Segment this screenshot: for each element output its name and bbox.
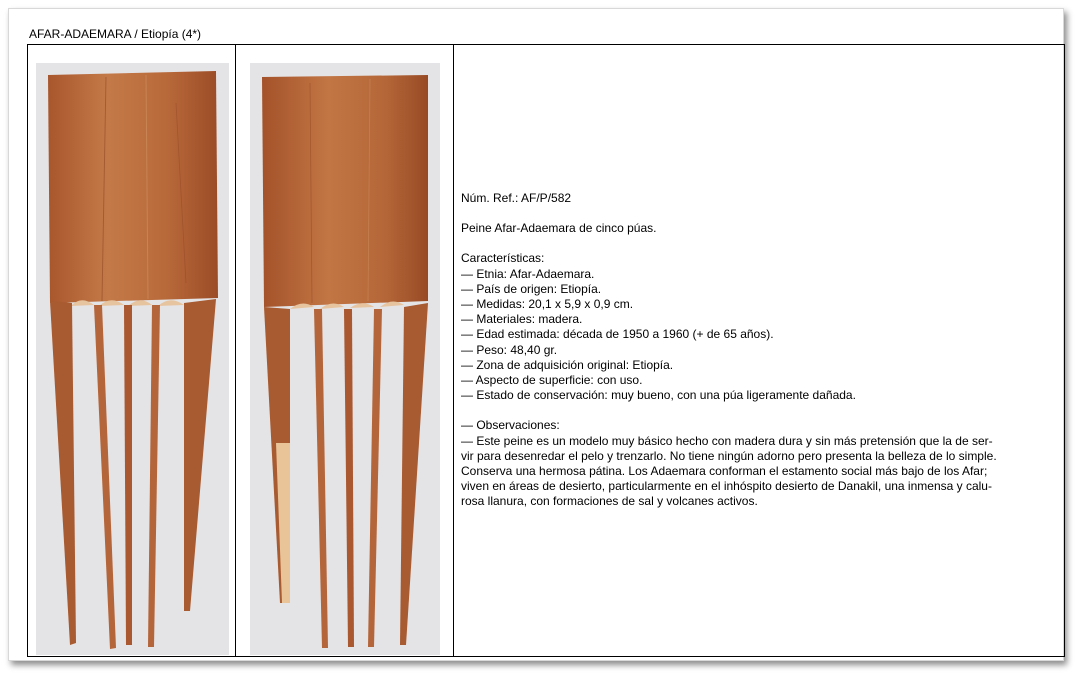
comb-front-photo [36,63,229,655]
feature-item: — País de origen: Etiopía. [461,281,602,296]
reference-number: Núm. Ref.: AF/P/582 [461,191,572,205]
page-title: AFAR-ADAEMARA / Etiopía (4*) [29,27,202,41]
image-cell-front [28,45,236,656]
features-heading: Características: [461,251,545,266]
comb-back-photo [250,63,440,655]
observation-line: viven en áreas de desierto, particularmente en el inhóspito desierto de Danakil, una inmensa y calu- [461,479,992,494]
document-page [8,8,1064,661]
catalog-table [27,44,1065,657]
feature-item: — Edad estimada: década de 1950 a 1960 (+ de 65 años). [461,327,774,342]
feature-item: — Medidas: 20,1 x 5,9 x 0,9 cm. [461,297,634,312]
observation-line: rosa llanura, con formaciones de sal y volcanes activos. [461,494,758,509]
feature-item: — Aspecto de superficie: con uso. [461,373,643,388]
feature-item: — Etnia: Afar-Adaemara. [461,266,595,281]
feature-item: — Zona de adquisición original: Etiopía. [461,357,674,372]
image-cell-back [236,45,454,656]
observation-line: — Este peine es un modelo muy básico hecho con madera dura y sin más pretensión que la de ser- [461,433,993,448]
observation-line: Conserva una hermosa pátina. Los Adaemara conforman el estamento social más bajo de los Afar; [461,464,988,479]
description-cell [454,45,1064,656]
observation-line: vir para desenredar el pelo y trenzarlo. No tiene ningún adorno pero presenta la belleza de lo simple. [461,448,997,463]
feature-item: — Peso: 48,40 gr. [461,342,558,357]
feature-item: — Materiales: madera. [461,312,583,327]
feature-item: — Estado de conservación: muy bueno, con una púa ligeramente dañada. [461,388,856,403]
observations-heading: — Observaciones: [461,418,560,433]
item-summary: Peine Afar-Adaemara de cinco púas. [461,221,657,236]
item-description [461,191,1056,510]
